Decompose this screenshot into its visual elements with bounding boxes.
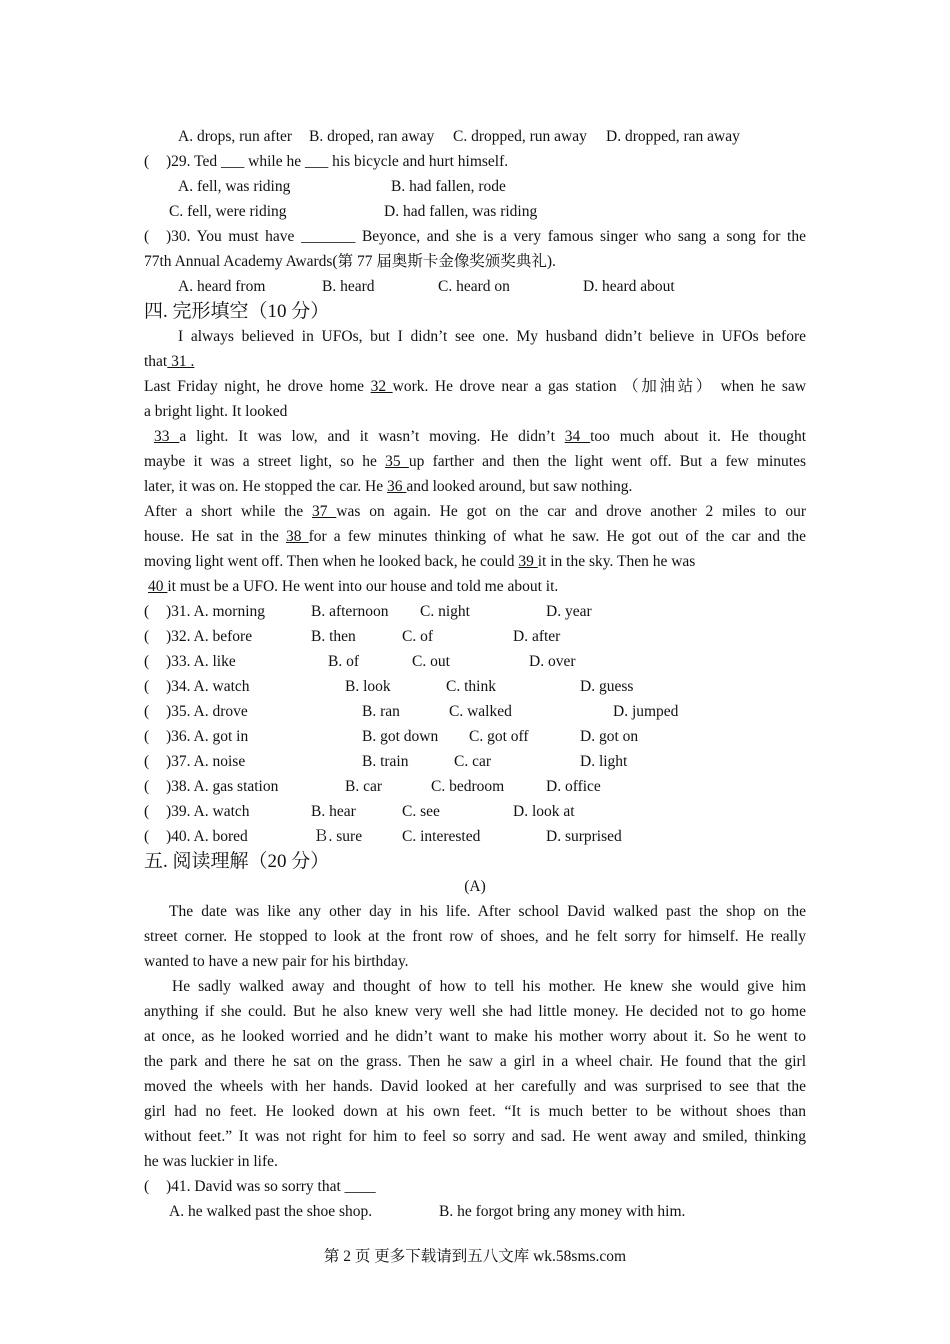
- q-option-d: D. after: [513, 628, 561, 645]
- passage-label: (A): [464, 878, 486, 895]
- q-option-c: C. of: [402, 628, 433, 645]
- q30-option-a: A. heard from: [178, 278, 266, 295]
- q-option-d: D. got on: [580, 728, 639, 745]
- cloze-text: house. He sat in the: [144, 528, 286, 545]
- q-option-c: C. got off: [469, 728, 529, 745]
- answer-paren: (: [144, 603, 150, 620]
- answer-paren: (: [144, 1178, 150, 1195]
- q-option-c: C. interested: [402, 828, 481, 845]
- q30-option-d: D. heard about: [583, 278, 675, 295]
- question-34: [144, 674, 806, 699]
- blank-36: 36: [387, 478, 407, 495]
- cloze-text: work. He drove near a gas station （加油站） when he saw: [392, 378, 807, 395]
- passage-line: street corner. He stopped to look at the front row of shoes, and he felt sorry for himself. He really: [144, 928, 806, 945]
- q-option-d: D. light: [580, 753, 628, 770]
- question-38: [144, 774, 806, 799]
- question-39: [144, 799, 806, 824]
- cloze-line-8: [144, 499, 806, 524]
- cloze-line-1: I always believed in UFOs, but I didn’t see one. My husband didn’t believe in UFOs before: [178, 328, 806, 345]
- cloze-line-3: [144, 374, 806, 399]
- answer-paren: (: [144, 628, 150, 645]
- q28-option-a: A. drops, run after: [178, 128, 293, 145]
- cloze-line-10: [144, 549, 806, 574]
- q29-option-a: A. fell, was riding: [178, 178, 291, 195]
- cloze-line-11: [144, 574, 806, 599]
- q28-option-c: C. dropped, run away: [453, 128, 587, 145]
- q-option-d: D. over: [529, 653, 576, 670]
- q-option-b: B. afternoon: [311, 603, 389, 620]
- q28-option-b: B. droped, ran away: [309, 128, 435, 145]
- q28-options: [144, 124, 806, 149]
- section-4-heading: 四. 完形填空（10 分）: [144, 301, 330, 322]
- answer-paren: (: [144, 228, 150, 245]
- q29-option-c: C. fell, were riding: [169, 203, 287, 220]
- question-40: [144, 824, 806, 849]
- page-footer: 第 2 页 更多下载请到五八文库 wk.58sms.com: [323, 1248, 627, 1265]
- q-option-d: D. surprised: [546, 828, 622, 845]
- answer-paren: (: [144, 653, 150, 670]
- q-option-b: B. hear: [311, 803, 356, 820]
- q30-option-c: C. heard on: [438, 278, 510, 295]
- q-stem: )32. A. before: [166, 628, 253, 645]
- q-option-c: C. see: [402, 803, 440, 820]
- cloze-text: was on again. He got on the car and drove another 2 miles to our: [336, 503, 806, 520]
- q30-text-1: )30. You must have _______ Beyonce, and she is a very famous singer who sang a song for the: [166, 228, 806, 245]
- q28-option-d: D. dropped, ran away: [606, 128, 740, 145]
- answer-paren: (: [144, 728, 150, 745]
- question-37: [144, 749, 806, 774]
- q30-options: [144, 274, 806, 299]
- cloze-text: that: [144, 353, 168, 370]
- q29-stem: [144, 149, 806, 174]
- question-31: [144, 599, 806, 624]
- blank-34: 34: [564, 428, 591, 445]
- q-option-d: D. office: [546, 778, 601, 795]
- q-stem: )33. A. like: [166, 653, 236, 670]
- q-stem: )41. David was so sorry that ____: [166, 1178, 376, 1195]
- answer-paren: (: [144, 803, 150, 820]
- q-option-b: B. train: [362, 753, 409, 770]
- q-option-d: D. jumped: [613, 703, 679, 720]
- cloze-line-5: [144, 424, 806, 449]
- cloze-text: for a few minutes thinking of what he saw. He got out of the car and the: [308, 528, 807, 545]
- blank-37: 37: [311, 503, 337, 520]
- q30-stem: [144, 224, 806, 249]
- q-option-d: D. look at: [513, 803, 575, 820]
- blank-33: 33: [154, 428, 180, 445]
- q-stem: )34. A. watch: [166, 678, 250, 695]
- passage-line: girl had no feet. He looked down at his own feet. “It is much better to be without shoes than: [144, 1103, 806, 1120]
- cloze-text: it must be a UFO. He went into our house and told me about it.: [167, 578, 559, 595]
- q41-option-a: A. he walked past the shoe shop.: [169, 1203, 373, 1220]
- passage-line: The date was like any other day in his life. After school David walked past the shop on the: [169, 903, 806, 920]
- q-stem: )39. A. watch: [166, 803, 250, 820]
- q-stem: )35. A. drove: [166, 703, 248, 720]
- answer-paren: (: [144, 828, 150, 845]
- cloze-text: later, it was on. He stopped the car. He: [144, 478, 387, 495]
- passage-line: anything if she could. But he also knew very well she had little money. He decided not to go home: [144, 1003, 806, 1020]
- cloze-text: and looked around, but saw nothing.: [406, 478, 633, 495]
- cloze-text: maybe it was a street light, so he: [144, 453, 386, 470]
- q-option-b: B. of: [328, 653, 359, 670]
- q-option-b: B. look: [345, 678, 391, 695]
- cloze-line-9: [144, 524, 806, 549]
- blank-39: 39: [518, 553, 538, 570]
- cloze-text: Last Friday night, he drove home: [144, 378, 365, 395]
- blank-35: 35: [385, 453, 409, 470]
- cloze-line-6: [144, 449, 806, 474]
- q-option-c: C. bedroom: [431, 778, 505, 795]
- blank-40: 40: [148, 578, 168, 595]
- q-stem: )31. A. morning: [166, 603, 266, 620]
- q-option-b: Ｂ. sure: [313, 828, 363, 845]
- question-33: [144, 649, 806, 674]
- q-stem: )37. A. noise: [166, 753, 246, 770]
- passage-line: wanted to have a new pair for his birthday.: [144, 953, 409, 970]
- q-stem: )36. A. got in: [166, 728, 249, 745]
- q-stem: )40. A. bored: [166, 828, 248, 845]
- q-option-b: B. then: [311, 628, 356, 645]
- passage-line: He sadly walked away and thought of how to tell his mother. He knew she would give him: [172, 978, 806, 995]
- q29-options-row1: [144, 174, 806, 199]
- cloze-line-2: [144, 349, 806, 374]
- passage-line: the park and there he sat on the grass. Then he saw a girl in a wheel chair. He found that the girl: [144, 1053, 806, 1070]
- q30-stem-2: 77th Annual Academy Awards(第 77 届奥斯卡金像奖颁奖典礼).: [144, 253, 556, 270]
- answer-paren: (: [144, 703, 150, 720]
- cloze-line-7: [144, 474, 806, 499]
- q-option-b: B. car: [345, 778, 383, 795]
- q-stem: )38. A. gas station: [166, 778, 279, 795]
- blank-32: 32: [370, 378, 393, 395]
- q30-option-b: B. heard: [322, 278, 375, 295]
- passage-line: moved the wheels with her hands. David looked at her carefully and was surprised to see that the: [144, 1078, 806, 1095]
- q-option-c: C. night: [420, 603, 470, 620]
- cloze-text: moving light went off. Then when he looked back, he could: [144, 553, 519, 570]
- passage-line: at once, as he looked worried and he didn’t want to make his mother worry about it. So he went to: [144, 1028, 806, 1045]
- q41-options: [144, 1199, 806, 1224]
- q-option-c: C. out: [412, 653, 450, 670]
- q-option-b: B. got down: [362, 728, 439, 745]
- q41-option-b: B. he forgot bring any money with him.: [439, 1203, 686, 1220]
- question-41: [144, 1174, 806, 1199]
- q29-option-d: D. had fallen, was riding: [384, 203, 538, 220]
- passage-line: he was luckier in life.: [144, 1153, 278, 1170]
- answer-paren: (: [144, 778, 150, 795]
- cloze-text: it in the sky. Then he was: [537, 553, 696, 570]
- question-35: [144, 699, 806, 724]
- answer-paren: (: [144, 153, 150, 170]
- q-option-c: C. think: [446, 678, 496, 695]
- cloze-text: After a short while the: [144, 503, 312, 520]
- q-option-c: C. walked: [449, 703, 512, 720]
- q29-text: )29. Ted ___ while he ___ his bicycle and hurt himself.: [166, 153, 509, 170]
- q29-option-b: B. had fallen, rode: [391, 178, 506, 195]
- answer-paren: (: [144, 753, 150, 770]
- blank-31: 31 .: [167, 353, 195, 370]
- q-option-d: D. year: [546, 603, 592, 620]
- q-option-c: C. car: [454, 753, 492, 770]
- blank-38: 38: [285, 528, 309, 545]
- question-32: [144, 624, 806, 649]
- q29-options-row2: [144, 199, 806, 224]
- q-option-d: D. guess: [580, 678, 634, 695]
- passage-line: without feet.” It was not right for him to feel so sorry and sad. He went away and smiled, thinking: [144, 1128, 806, 1145]
- q-option-b: B. ran: [362, 703, 400, 720]
- cloze-line-4: a bright light. It looked: [144, 403, 288, 420]
- cloze-text: too much about it. He thought: [590, 428, 806, 445]
- question-36: [144, 724, 806, 749]
- cloze-text: a light. It was low, and it wasn’t moving. He didn’t: [179, 428, 565, 445]
- cloze-text: up farther and then the light went off. But a few minutes: [408, 453, 807, 470]
- answer-paren: (: [144, 678, 150, 695]
- document-page: [144, 124, 806, 1224]
- section-5-heading: 五. 阅读理解（20 分）: [144, 851, 330, 872]
